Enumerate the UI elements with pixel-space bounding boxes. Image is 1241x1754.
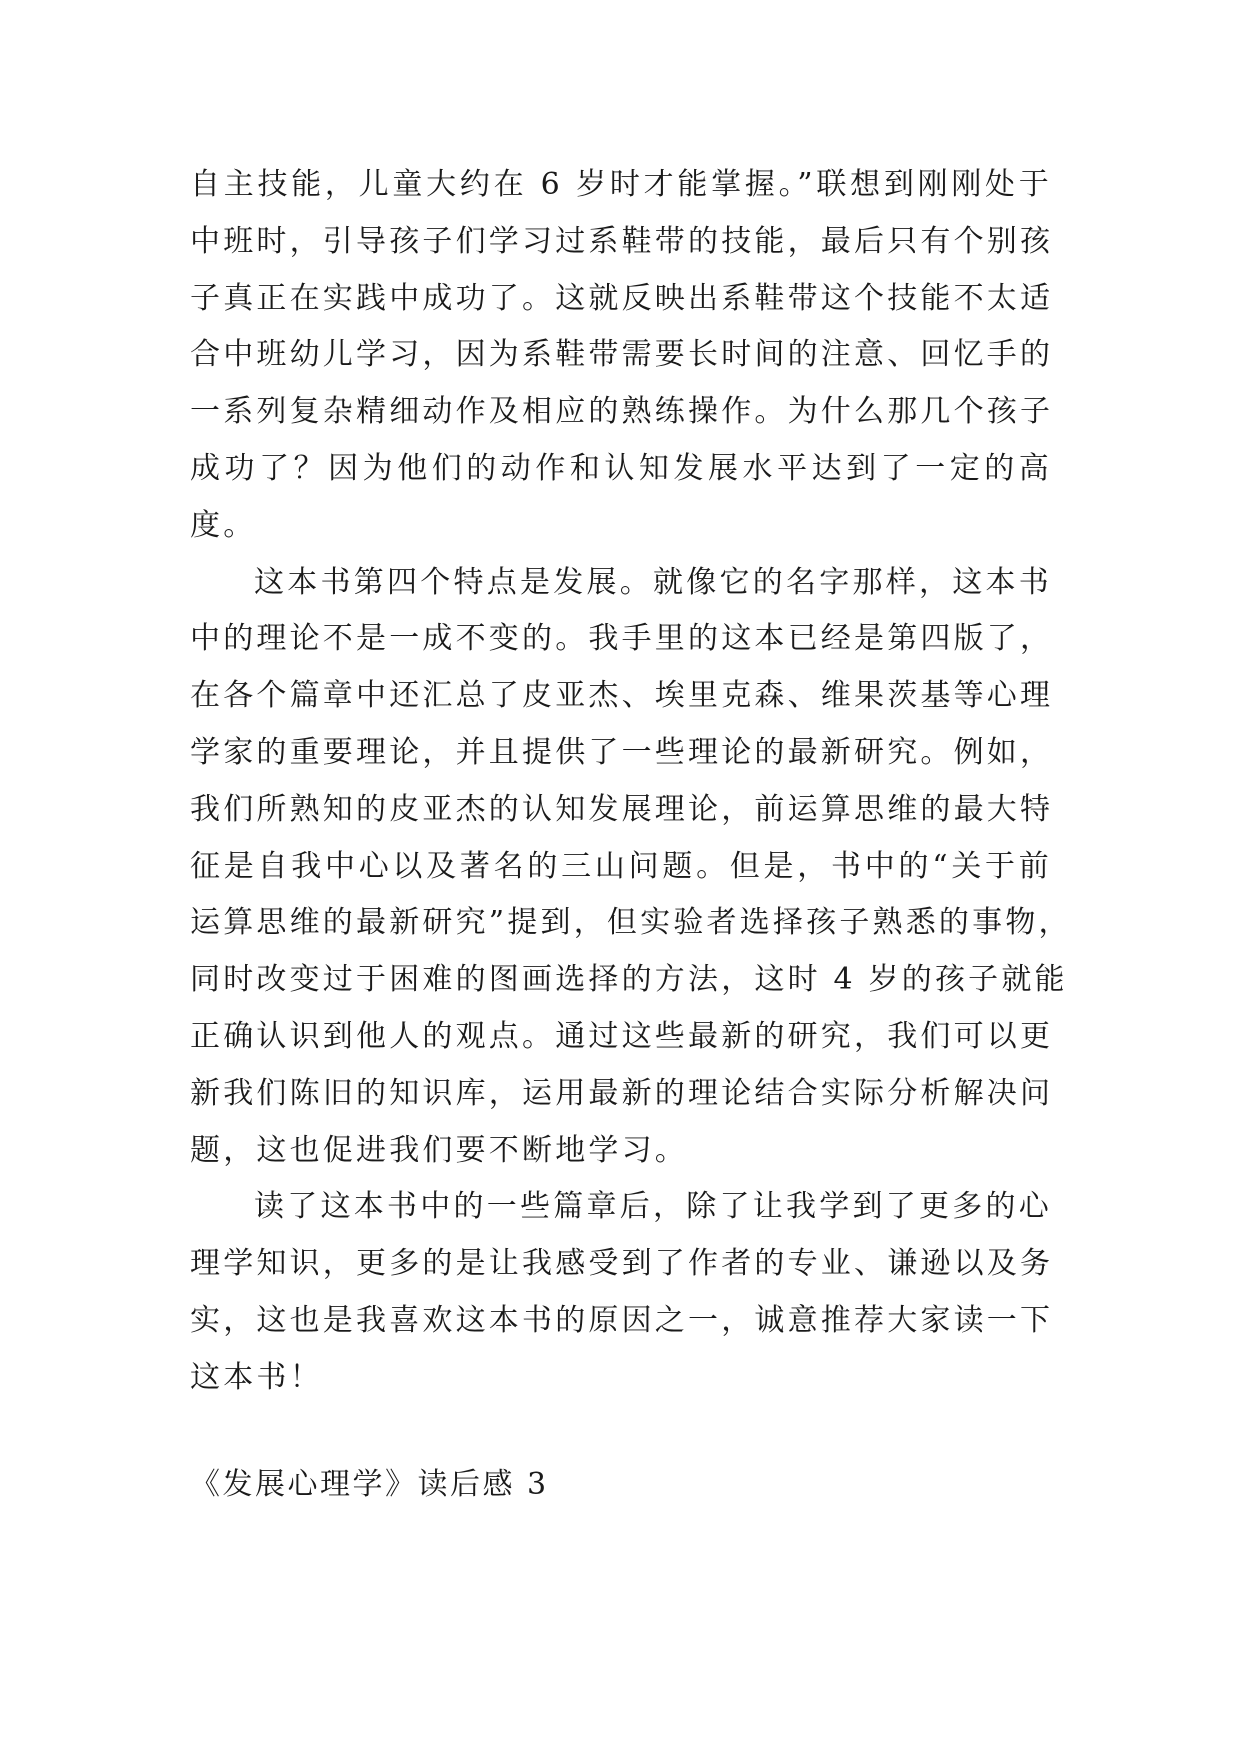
paragraph-1-line-3: 子真正在实践中成功了。这就反映出系鞋带这个技能不太适	[190, 280, 1054, 316]
paragraph-2-line-9: 正确认识到他人的观点。通过这些最新的研究，我们可以更	[190, 1018, 1054, 1054]
paragraph-3-line-2: 理学知识，更多的是让我感受到了作者的专业、谦逊以及务	[190, 1246, 1054, 1282]
paragraph-2-line-4: 学家的重要理论，并且提供了一些理论的最新研究。例如，	[190, 734, 1054, 770]
paragraph-2-line-7: 运算思维的最新研究”提到，但实验者选择孩子熟悉的事物，	[190, 905, 1072, 941]
paragraph-1-line-2: 中班时，引导孩子们学习过系鞋带的技能，最后只有个别孩	[190, 223, 1054, 259]
paragraph-2-line-11: 题，这也促进我们要不断地学习。	[190, 1132, 688, 1168]
essay-body	[190, 157, 1072, 1407]
paragraph-2-line-5: 我们所熟知的皮亚杰的认知发展理论，前运算思维的最大特	[190, 791, 1054, 827]
paragraph-2-line-3: 在各个篇章中还汇总了皮亚杰、埃里克森、维果茨基等心理	[190, 678, 1054, 714]
paragraph-2-line-6: 征是自我中心以及著名的三山问题。但是，书中的“关于前	[190, 848, 1052, 884]
paragraph-1-line-7: 度。	[190, 507, 257, 543]
paragraph-1-line-4: 合中班幼儿学习，因为系鞋带需要长时间的注意、回忆手的	[190, 337, 1054, 373]
paragraph-2-line-10: 新我们陈旧的知识库，运用最新的理论结合实际分析解决问	[190, 1075, 1054, 1111]
paragraph-3-line-1: 读了这本书中的一些篇章后，除了让我学到了更多的心	[254, 1189, 1052, 1225]
paragraph-1-line-6: 成功了？因为他们的动作和认知发展水平达到了一定的高	[190, 450, 1052, 486]
paragraph-3-line-3: 实，这也是我喜欢这本书的原因之一，诚意推荐大家读一下	[190, 1302, 1054, 1338]
section-heading: 《发展心理学》读后感 3	[190, 1467, 549, 1502]
paragraph-3-line-4: 这本书！	[190, 1359, 323, 1395]
paragraph-2-line-2: 中的理论不是一成不变的。我手里的这本已经是第四版了，	[190, 621, 1054, 657]
paragraph-1-line-5: 一系列复杂精细动作及相应的熟练操作。为什么那几个孩子	[190, 394, 1054, 430]
paragraph-2-line-1: 这本书第四个特点是发展。就像它的名字那样，这本书	[254, 564, 1052, 600]
paragraph-1-line-1: 自主技能，儿童大约在 6 岁时才能掌握。”联想到刚刚处于	[190, 167, 1052, 202]
paragraph-2-line-8: 同时改变过于困难的图画选择的方法，这时 4 岁的孩子就能	[190, 962, 1068, 998]
